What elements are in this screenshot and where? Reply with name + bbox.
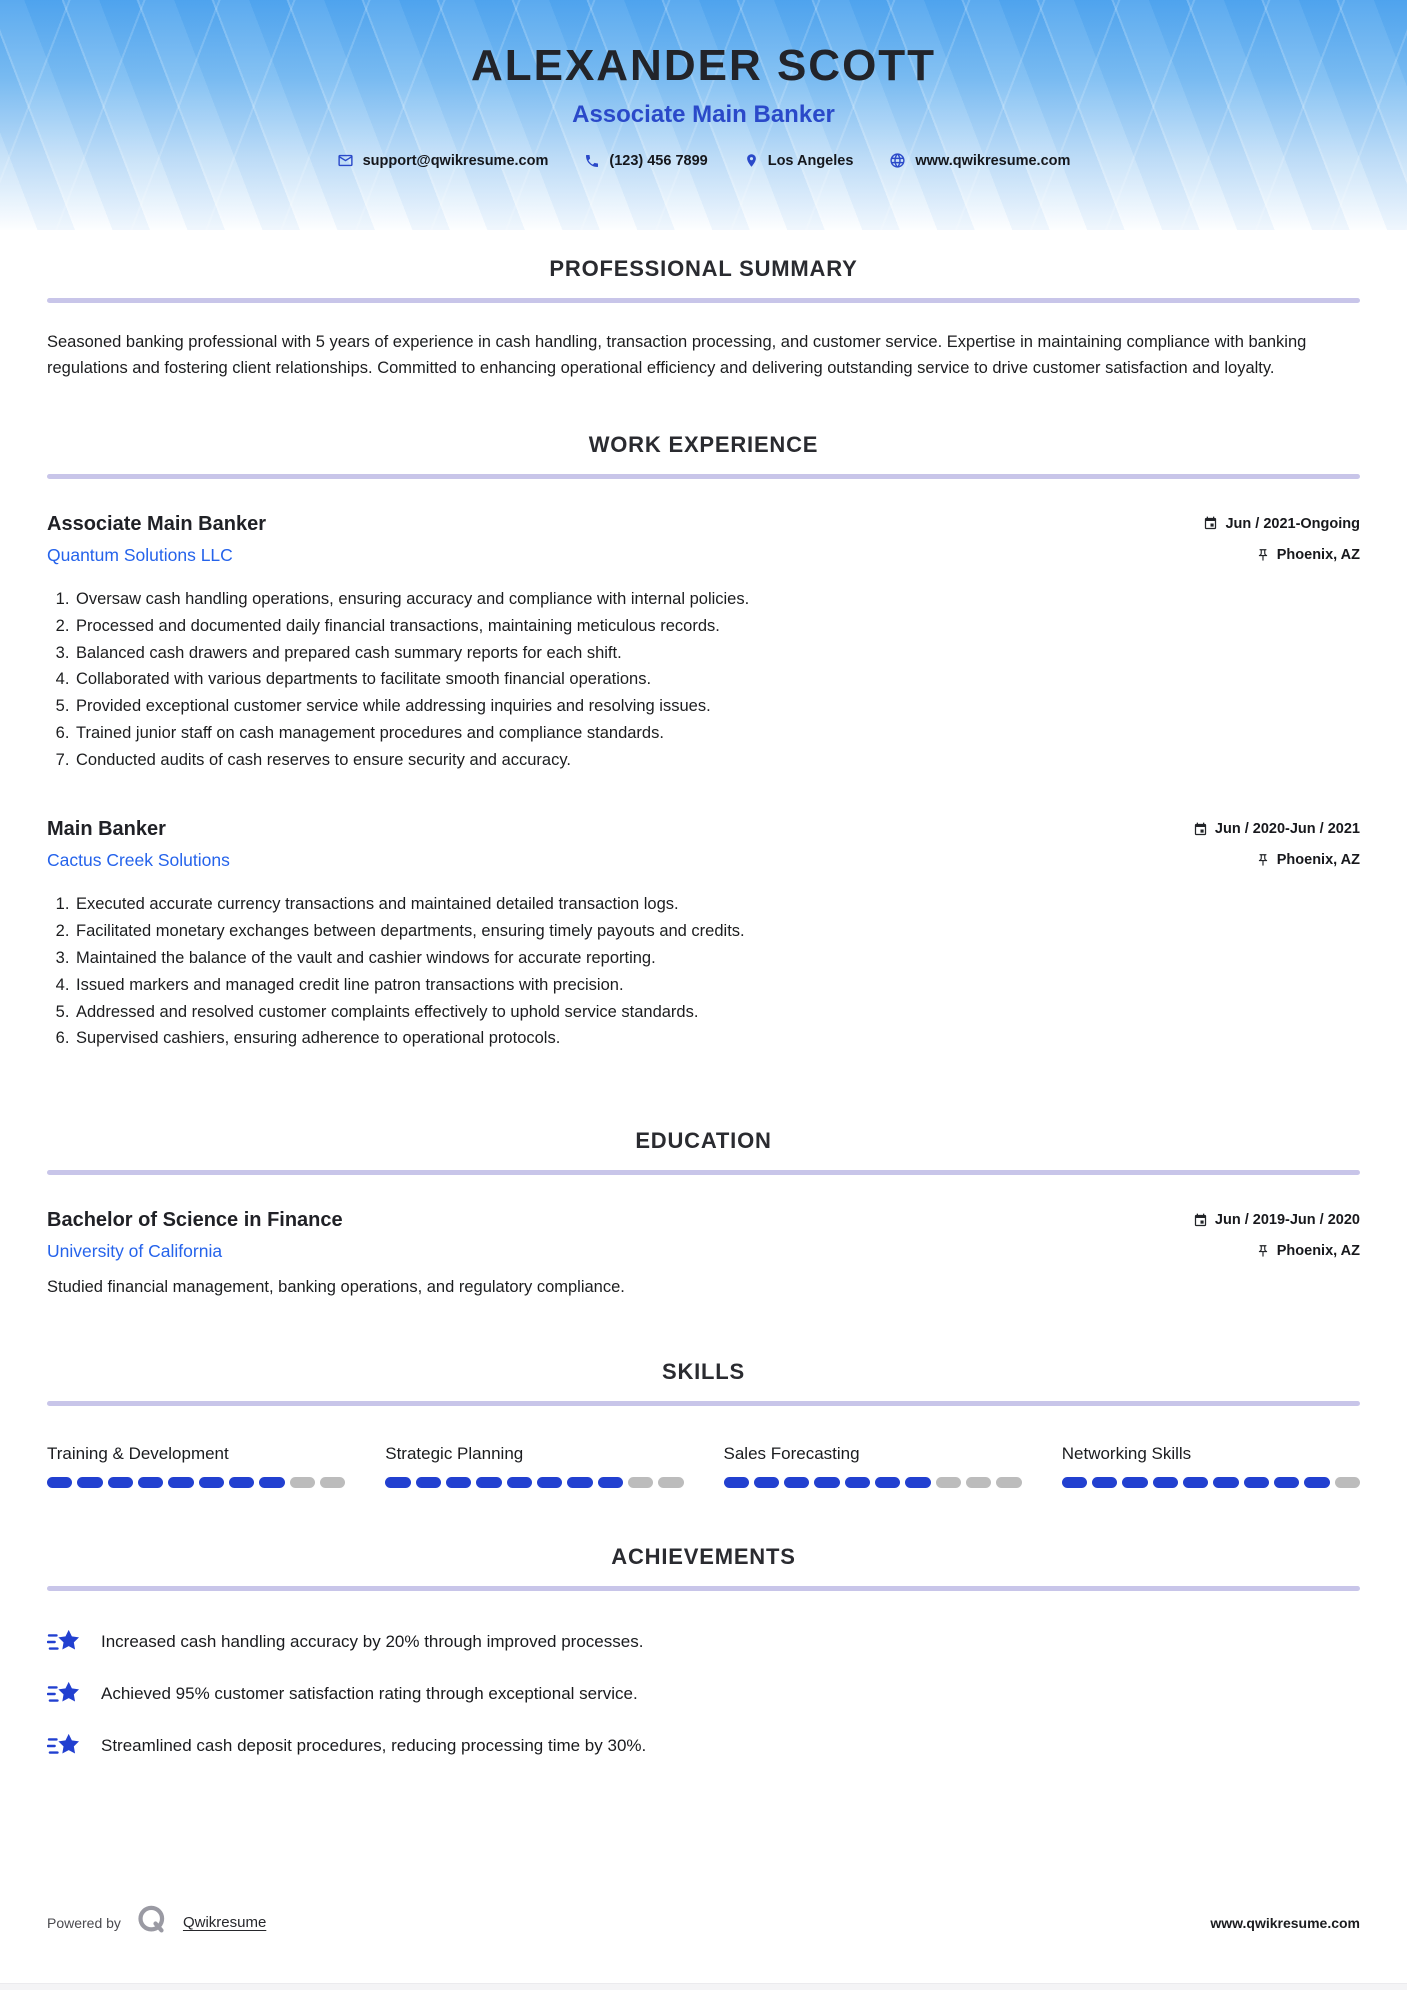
skill-bar xyxy=(47,1477,345,1488)
skill-bar-segment xyxy=(476,1477,501,1488)
achievement-item xyxy=(47,1679,1360,1709)
work-heading: WORK EXPERIENCE xyxy=(588,431,819,457)
footer-branding xyxy=(47,1903,266,1942)
footer xyxy=(47,1903,1360,1942)
phone-icon xyxy=(584,153,600,169)
skill-bar-segment xyxy=(1092,1477,1117,1488)
shooting-star-icon xyxy=(47,1731,81,1761)
skill-bar-segment xyxy=(1244,1477,1269,1488)
education-location xyxy=(1256,1243,1360,1259)
school-name: University of California xyxy=(47,1241,223,1262)
summary-heading: PROFESSIONAL SUMMARY xyxy=(549,256,858,281)
location-pin-icon xyxy=(744,152,759,169)
skill-bar-segment xyxy=(108,1477,133,1488)
skill-bar-segment xyxy=(1122,1477,1147,1488)
skill-bar-segment xyxy=(1304,1477,1329,1488)
job-bullet: 5. Addressed and resolved customer complaints effectively to uphold service standards. xyxy=(74,999,1360,1026)
achievements-list xyxy=(47,1627,1360,1761)
section-skills xyxy=(47,1359,1360,1488)
skill-bar-segment xyxy=(77,1477,102,1488)
degree-title: Bachelor of Science in Finance xyxy=(47,1209,343,1232)
calendar-icon xyxy=(1193,822,1208,837)
job-title-block xyxy=(47,513,266,566)
section-divider xyxy=(47,1586,1360,1591)
skill-bar-segment xyxy=(168,1477,193,1488)
skill-bar-segment xyxy=(628,1477,653,1488)
job-location-text: Phoenix, AZ xyxy=(1276,546,1360,563)
section-education xyxy=(47,1128,1360,1297)
job-title: Main Banker xyxy=(47,818,166,841)
education-dates xyxy=(1193,1212,1360,1228)
achievement-text: Achieved 95% customer satisfaction rating through exceptional service. xyxy=(101,1684,638,1704)
skill-bar-segment xyxy=(416,1477,441,1488)
achievement-item xyxy=(47,1731,1360,1761)
skill-bar-segment xyxy=(537,1477,562,1488)
skills-grid xyxy=(47,1444,1360,1488)
skill-bar-segment xyxy=(1183,1477,1208,1488)
job-bullet: 7. Conducted audits of cash reserves to ensure security and accuracy. xyxy=(74,747,1360,774)
education-entry xyxy=(47,1209,1360,1297)
job-location-text: Phoenix, AZ xyxy=(1276,852,1360,869)
skill-bar-segment xyxy=(724,1477,749,1488)
contact-location xyxy=(744,152,854,169)
skill-bar xyxy=(385,1477,683,1488)
job-dates-text: Jun / 2020-Jun / 2021 xyxy=(1214,821,1360,838)
job-bullet: 3. Balanced cash drawers and prepared cash summary reports for each shift. xyxy=(74,640,1360,667)
achievement-text: Increased cash handling accuracy by 20% through improved processes. xyxy=(101,1632,644,1652)
achievements-heading: ACHIEVEMENTS xyxy=(611,1544,796,1570)
job-bullet-list xyxy=(47,586,1360,774)
job-bullet: 4. Collaborated with various departments to facilitate smooth financial operations. xyxy=(74,666,1360,693)
calendar-icon xyxy=(1193,1213,1208,1228)
job-entry xyxy=(47,513,1360,774)
job-bullet: 1. Executed accurate currency transactions and maintained detailed transaction logs. xyxy=(74,891,1360,918)
qwikresume-logo-icon xyxy=(135,1903,169,1942)
skill-bar-segment xyxy=(507,1477,532,1488)
globe-icon xyxy=(889,152,906,169)
job-dates xyxy=(1203,516,1360,532)
job-title-block xyxy=(47,818,230,871)
skill-item xyxy=(385,1444,683,1488)
job-bullet: 2. Facilitated monetary exchanges between departments, ensuring timely payouts and credits. xyxy=(74,918,1360,945)
skill-bar-segment xyxy=(1213,1477,1238,1488)
job-bullet: 5. Provided exceptional customer service while addressing inquiries and resolving issues. xyxy=(74,693,1360,720)
skill-bar-segment xyxy=(598,1477,623,1488)
skills-heading: SKILLS xyxy=(661,1359,746,1385)
section-divider xyxy=(47,1401,1360,1406)
section-summary xyxy=(47,256,1360,382)
skill-bar-segment xyxy=(658,1477,683,1488)
skill-bar-segment xyxy=(1062,1477,1087,1488)
skill-bar-segment xyxy=(567,1477,592,1488)
job-header xyxy=(47,818,1360,871)
skill-bar-segment xyxy=(229,1477,254,1488)
qwikresume-link[interactable]: Qwikresume xyxy=(182,1914,267,1931)
skill-bar-segment xyxy=(936,1477,961,1488)
contact-location-text: Los Angeles xyxy=(767,152,854,169)
job-bullet: 1. Oversaw cash handling operations, ensuring accuracy and compliance with internal policies. xyxy=(74,586,1360,613)
job-company: Quantum Solutions LLC xyxy=(47,544,233,565)
contact-email[interactable] xyxy=(337,152,549,169)
skill-bar-segment xyxy=(290,1477,315,1488)
achievement-item xyxy=(47,1627,1360,1657)
education-heading: EDUCATION xyxy=(635,1128,772,1154)
job-meta xyxy=(1203,513,1360,563)
job-location xyxy=(1256,547,1360,563)
pushpin-icon xyxy=(1256,1244,1270,1258)
candidate-title: Associate Main Banker xyxy=(572,101,835,128)
section-work-experience xyxy=(47,432,1360,1053)
footer-website[interactable]: www.qwikresume.com xyxy=(1210,1914,1360,1931)
skill-bar-segment xyxy=(1153,1477,1178,1488)
contact-email-text: support@qwikresume.com xyxy=(362,152,549,169)
skill-bar-segment xyxy=(875,1477,900,1488)
header xyxy=(0,0,1407,230)
section-divider xyxy=(47,298,1360,303)
job-bullet: 4. Issued markers and managed credit line patron transactions with precision. xyxy=(74,972,1360,999)
skill-bar-segment xyxy=(966,1477,991,1488)
pushpin-icon xyxy=(1256,853,1270,867)
pushpin-icon xyxy=(1256,548,1270,562)
job-dates-text: Jun / 2021-Ongoing xyxy=(1225,515,1360,532)
section-divider xyxy=(47,1170,1360,1175)
skill-item xyxy=(724,1444,1022,1488)
calendar-icon xyxy=(1203,516,1218,531)
job-title: Associate Main Banker xyxy=(47,512,266,535)
summary-text: Seasoned banking professional with 5 years of experience in cash handling, transaction processing, and customer service. Expertise in maintaining compliance with banking regulations and fostering client relationships. Committed to enhancing operational efficiency and delivering outstanding service to drive customer satisfaction and loyalty. xyxy=(47,333,1307,378)
skill-bar-segment xyxy=(814,1477,839,1488)
education-title-block xyxy=(47,1209,343,1262)
skill-bar-segment xyxy=(320,1477,345,1488)
skill-bar-segment xyxy=(446,1477,471,1488)
job-bullet: 6. Supervised cashiers, ensuring adherence to operational protocols. xyxy=(74,1025,1360,1052)
skill-name: Sales Forecasting xyxy=(723,1444,860,1464)
skill-bar-segment xyxy=(754,1477,779,1488)
shooting-star-icon xyxy=(47,1679,81,1709)
candidate-name: ALEXANDER SCOTT xyxy=(470,41,937,90)
section-achievements xyxy=(47,1544,1360,1761)
job-meta xyxy=(1193,818,1360,868)
skill-item xyxy=(47,1444,345,1488)
bottom-strip xyxy=(0,1983,1407,1990)
skill-bar-segment xyxy=(996,1477,1021,1488)
education-description: Studied financial management, banking operations, and regulatory compliance. xyxy=(47,1278,625,1297)
contact-phone xyxy=(584,153,707,169)
job-location xyxy=(1256,852,1360,868)
powered-by-label: Powered by xyxy=(47,1914,121,1931)
skill-bar-segment xyxy=(138,1477,163,1488)
education-header xyxy=(47,1209,1360,1262)
job-bullet-list xyxy=(47,891,1360,1052)
skill-name: Strategic Planning xyxy=(385,1444,524,1464)
contact-website-text: www.qwikresume.com xyxy=(915,152,1071,169)
resume-body xyxy=(0,256,1407,1761)
skill-bar-segment xyxy=(845,1477,870,1488)
skill-bar-segment xyxy=(905,1477,930,1488)
job-bullet: 6. Trained junior staff on cash management procedures and compliance standards. xyxy=(74,720,1360,747)
education-meta xyxy=(1193,1209,1360,1259)
job-dates xyxy=(1193,821,1360,837)
education-location-text: Phoenix, AZ xyxy=(1276,1243,1360,1260)
skill-bar-segment xyxy=(259,1477,284,1488)
skill-item xyxy=(1062,1444,1360,1488)
skill-bar xyxy=(724,1477,1022,1488)
education-dates-text: Jun / 2019-Jun / 2020 xyxy=(1214,1212,1360,1229)
envelope-icon xyxy=(337,152,354,169)
skill-bar-segment xyxy=(199,1477,224,1488)
job-header xyxy=(47,513,1360,566)
job-company: Cactus Creek Solutions xyxy=(47,850,230,871)
job-entry xyxy=(47,818,1360,1052)
skill-bar-segment xyxy=(1274,1477,1299,1488)
section-divider xyxy=(47,474,1360,479)
job-bullet: 3. Maintained the balance of the vault and cashier windows for accurate reporting. xyxy=(74,945,1360,972)
skill-name: Training & Development xyxy=(47,1444,229,1464)
skill-bar-segment xyxy=(385,1477,410,1488)
skill-bar-segment xyxy=(1335,1477,1360,1488)
achievement-text: Streamlined cash deposit procedures, reducing processing time by 30%. xyxy=(101,1736,647,1756)
contact-row xyxy=(337,152,1071,169)
job-bullet: 2. Processed and documented daily financial transactions, maintaining meticulous records. xyxy=(74,613,1360,640)
skill-bar xyxy=(1062,1477,1360,1488)
skill-bar-segment xyxy=(47,1477,72,1488)
shooting-star-icon xyxy=(47,1627,81,1657)
skill-bar-segment xyxy=(784,1477,809,1488)
contact-website[interactable] xyxy=(889,152,1070,169)
skill-name: Networking Skills xyxy=(1061,1444,1192,1464)
contact-phone-text: (123) 456 7899 xyxy=(609,152,708,169)
